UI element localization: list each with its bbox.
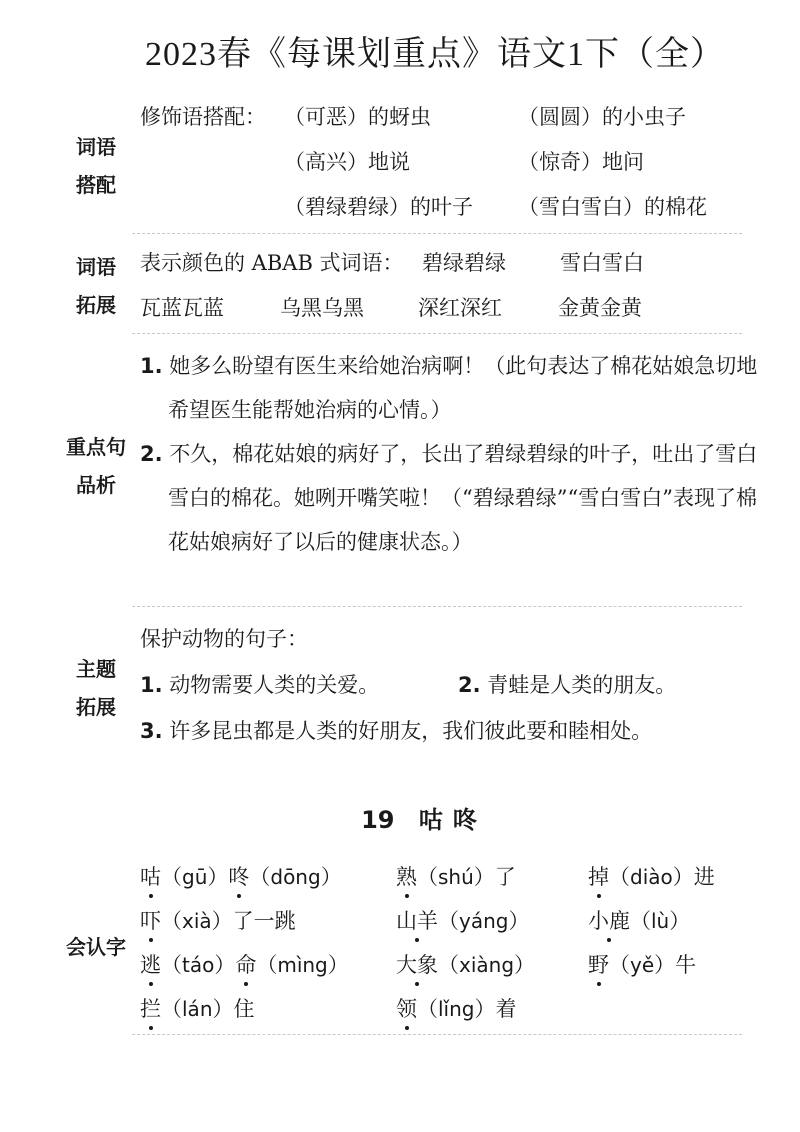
section-divider xyxy=(132,606,742,607)
recognition-entry: 咕（gū）咚（dōng） xyxy=(140,862,342,892)
theme-heading: 保护动物的句子： xyxy=(140,627,308,651)
key-sentence-1: 1. 她多么盼望有医生来给她治病啊！（此句表达了棉花姑娘急切地希望医生能帮她治病的心情。） xyxy=(140,354,758,422)
section-label-huirenzi: 会认字 xyxy=(66,935,126,959)
abab-word: 瓦蓝瓦蓝 xyxy=(140,296,224,320)
chapter-name: 咕咚 xyxy=(418,806,487,834)
abab-word: 碧绿碧绿 xyxy=(422,251,506,275)
section-divider xyxy=(132,1034,742,1035)
recognition-entry: 掉（diào）进 xyxy=(588,862,715,892)
abab-heading: 表示颜色的 ABAB 式词语： xyxy=(140,251,404,275)
recognition-entry: 吓（xià）了一跳 xyxy=(140,906,296,936)
collocation-item: （高兴）地说 xyxy=(284,150,410,174)
abab-word: 深红深红 xyxy=(418,296,502,320)
chapter-number: 19 xyxy=(355,806,400,834)
collocation-item: （圆圆）的小虫子 xyxy=(518,105,686,129)
recognition-entry: 野（yě）牛 xyxy=(588,950,696,980)
abab-word: 乌黑乌黑 xyxy=(280,296,364,320)
section-label-ciyu-tuozhan: 词语 拓展 xyxy=(76,255,116,317)
recognition-entry: 大象（xiàng） xyxy=(396,950,535,980)
chapter-heading xyxy=(0,800,800,835)
recognition-entry: 山羊（yáng） xyxy=(396,906,529,936)
section-divider xyxy=(132,233,742,234)
recognition-entry: 拦（lán）住 xyxy=(140,994,255,1024)
recognition-entry: 领（lǐng）着 xyxy=(396,994,516,1024)
section-label-zhuti-tuozhan: 主题 拓展 xyxy=(76,657,116,719)
collocation-item: （雪白雪白）的棉花 xyxy=(518,195,707,219)
abab-word: 雪白雪白 xyxy=(560,251,644,275)
page-title: 2023春《每课划重点》语文1下（全） xyxy=(145,36,725,73)
theme-sentence: 2. 青蛙是人类的朋友。 xyxy=(458,673,677,697)
collocation-item: （可恶）的蚜虫 xyxy=(284,105,431,129)
section-label-zhongdianju: 重点句 品析 xyxy=(66,435,126,497)
theme-sentence: 1. 动物需要人类的关爱。 xyxy=(140,673,380,697)
theme-sentence: 3. 许多昆虫都是人类的好朋友，我们彼此要和睦相处。 xyxy=(140,719,653,743)
collocation-item: （碧绿碧绿）的叶子 xyxy=(284,195,473,219)
recognition-entry: 熟（shú）了 xyxy=(396,862,516,892)
section-label-ciyu-dapei: 词语 搭配 xyxy=(76,135,116,197)
collocation-heading: 修饰语搭配： xyxy=(140,105,266,129)
section-divider xyxy=(132,333,742,334)
collocation-item: （惊奇）地问 xyxy=(518,150,644,174)
key-sentence-2: 2. 不久，棉花姑娘的病好了，长出了碧绿碧绿的叶子，吐出了雪白雪白的棉花。她咧开嘴笑啦！（“碧绿碧绿”“雪白雪白”表现了棉花姑娘病好了以后的健康状态。） xyxy=(140,442,758,554)
recognition-entry: 逃（táo）命（mìng） xyxy=(140,950,349,980)
abab-word: 金黄金黄 xyxy=(558,296,642,320)
recognition-entry: 小鹿（lù） xyxy=(588,906,690,936)
